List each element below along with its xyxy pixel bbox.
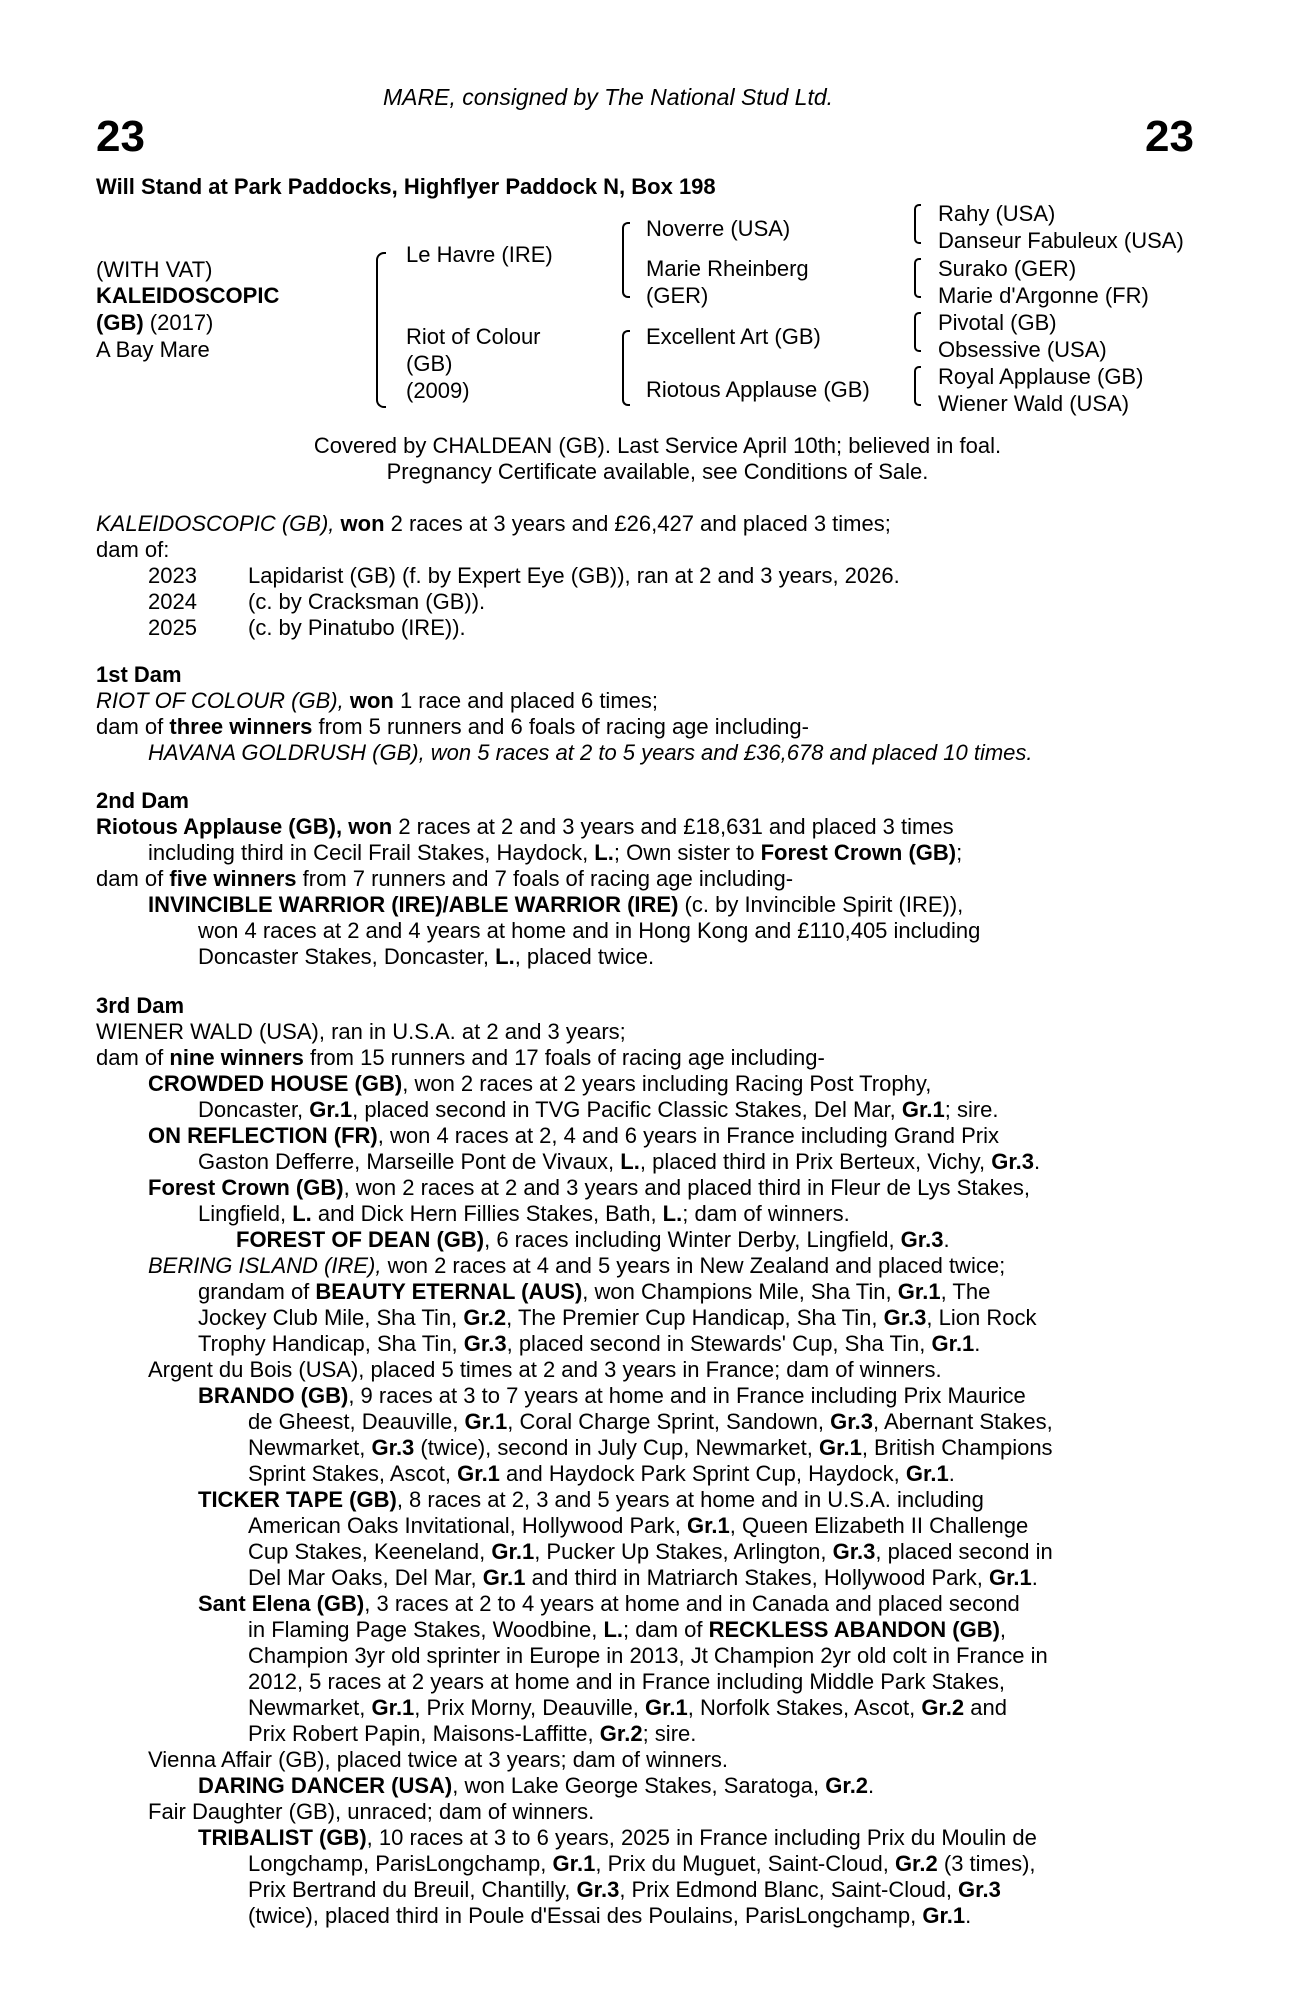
pedigree-gen3-5: Pivotal (GB) xyxy=(938,310,1057,335)
pedigree-brace-sire xyxy=(622,222,630,298)
pedigree-sire: Le Havre (IRE) xyxy=(406,242,553,267)
dam2-line4: INVINCIBLE WARRIOR (IRE)/ABLE WARRIOR (IRE) (c. by Invincible Spirit (IRE)), xyxy=(148,892,964,917)
pedigree-brace-ss xyxy=(914,204,921,244)
pedigree-sire-sire: Noverre (USA) xyxy=(646,216,791,241)
pedigree-gen3-6: Obsessive (USA) xyxy=(938,337,1107,362)
pedigree-gen3-3: Surako (GER) xyxy=(938,256,1077,281)
consignor-line: MARE, consigned by The National Stud Ltd. xyxy=(383,84,834,110)
pedigree-brace-dd xyxy=(914,366,921,406)
foal-text: (c. by Pinatubo (IRE)). xyxy=(248,615,466,640)
pedigree-brace-dam xyxy=(622,330,630,406)
dam3-line: dam of nine winners from 15 runners and 17 foals of racing age including- xyxy=(96,1045,825,1070)
stand-location: Will Stand at Park Paddocks, Highflyer Paddock N, Box 198 xyxy=(96,174,716,199)
lot-number-left: 23 xyxy=(96,112,145,161)
cover-line-2: Pregnancy Certificate available, see Conditions of Sale. xyxy=(386,459,929,484)
dam3-line: Gaston Defferre, Marseille Pont de Vivaux, L., placed third in Prix Berteux, Vichy, Gr.3. xyxy=(198,1149,1041,1174)
dam2-line6: Doncaster Stakes, Doncaster, L., placed twice. xyxy=(198,944,655,969)
pedigree-brace-gen1 xyxy=(376,252,386,408)
dam3-line: 2012, 5 races at 2 years at home and in France including Middle Park Stakes, xyxy=(248,1669,1005,1694)
dam1-line3: HAVANA GOLDRUSH (GB), won 5 races at 2 to 5 years and £36,678 and placed 10 times. xyxy=(148,740,1033,765)
dam3-line: Vienna Affair (GB), placed twice at 3 years; dam of winners. xyxy=(148,1747,729,1772)
dam1-heading: 1st Dam xyxy=(96,662,182,687)
dam3-line: TRIBALIST (GB), 10 races at 3 to 6 years, 2025 in France including Prix du Moulin de xyxy=(198,1825,1037,1850)
dam3-line: Prix Robert Papin, Maisons-Laffitte, Gr.2; sire. xyxy=(248,1721,697,1746)
dam3-line: Prix Bertrand du Breuil, Chantilly, Gr.3, Prix Edmond Blanc, Saint-Cloud, Gr.3 xyxy=(248,1877,1001,1902)
foal-year: 2024 xyxy=(148,589,197,614)
dam3-line: Sprint Stakes, Ascot, Gr.1 and Haydock Park Sprint Cup, Haydock, Gr.1. xyxy=(248,1461,955,1486)
pedigree-dam-line3: (2009) xyxy=(406,378,470,403)
pedigree-brace-sd xyxy=(914,258,921,298)
horse-name: KALEIDOSCOPIC xyxy=(96,283,280,308)
dam2-heading: 2nd Dam xyxy=(96,788,189,813)
dam3-line: Longchamp, ParisLongchamp, Gr.1, Prix du Muguet, Saint-Cloud, Gr.2 (3 times), xyxy=(248,1851,1036,1876)
pedigree-dam-line1: Riot of Colour xyxy=(406,324,541,349)
dam3-heading: 3rd Dam xyxy=(96,993,185,1018)
dam3-line: Jockey Club Mile, Sha Tin, Gr.2, The Premier Cup Handicap, Sha Tin, Gr.3, Lion Rock xyxy=(198,1305,1037,1330)
dam3-line: FOREST OF DEAN (GB), 6 races including Winter Derby, Lingfield, Gr.3. xyxy=(236,1227,950,1252)
dam3-line: BERING ISLAND (IRE), won 2 races at 4 and 5 years in New Zealand and placed twice; xyxy=(148,1253,1006,1278)
dam1-line2: dam of three winners from 5 runners and 6 foals of racing age including- xyxy=(96,714,809,739)
dam3-line: Champion 3yr old sprinter in Europe in 2013, Jt Champion 2yr old colt in France in xyxy=(248,1643,1048,1668)
dam3-line: American Oaks Invitational, Hollywood Park, Gr.1, Queen Elizabeth II Challenge xyxy=(248,1513,1029,1538)
dam2-line1: Riotous Applause (GB), won 2 races at 2 and 3 years and £18,631 and placed 3 times xyxy=(96,814,954,839)
dam3-line: WIENER WALD (USA), ran in U.S.A. at 2 and 3 years; xyxy=(96,1019,626,1044)
dam3-line: Sant Elena (GB), 3 races at 2 to 4 years at home and in Canada and placed second xyxy=(198,1591,1020,1616)
dam3-line: Argent du Bois (USA), placed 5 times at 2 and 3 years in France; dam of winners. xyxy=(148,1357,942,1382)
pedigree-brace-ds xyxy=(914,312,921,352)
record-line: KALEIDOSCOPIC (GB), won 2 races at 3 years and £26,427 and placed 3 times; xyxy=(96,511,891,536)
pedigree-gen3-4: Marie d'Argonne (FR) xyxy=(938,283,1149,308)
foal-text: Lapidarist (GB) (f. by Expert Eye (GB)), ran at 2 and 3 years, 2026. xyxy=(248,563,900,588)
dam3-line: Del Mar Oaks, Del Mar, Gr.1 and third in Matriarch Stakes, Hollywood Park, Gr.1. xyxy=(248,1565,1038,1590)
pedigree-dam-dam: Riotous Applause (GB) xyxy=(646,377,870,402)
dam3-line: in Flaming Page Stakes, Woodbine, L.; dam of RECKLESS ABANDON (GB), xyxy=(248,1617,1007,1642)
foal-year: 2025 xyxy=(148,615,197,640)
pedigree-sire-dam-line2: (GER) xyxy=(646,283,709,308)
dam3-line: ON REFLECTION (FR), won 4 races at 2, 4 and 6 years in France including Grand Prix xyxy=(148,1123,999,1148)
dam3-line: (twice), placed third in Poule d'Essai des Poulains, ParisLongchamp, Gr.1. xyxy=(248,1903,972,1928)
dam3-line: Forest Crown (GB), won 2 races at 2 and 3 years and placed third in Fleur de Lys Stakes, xyxy=(148,1175,1031,1200)
vat-note: (WITH VAT) xyxy=(96,257,213,282)
dam3-line: Doncaster, Gr.1, placed second in TVG Pacific Classic Stakes, Del Mar, Gr.1; sire. xyxy=(198,1097,999,1122)
dam3-line: CROWDED HOUSE (GB), won 2 races at 2 years including Racing Post Trophy, xyxy=(148,1071,932,1096)
dam3-line: de Gheest, Deauville, Gr.1, Coral Charge Sprint, Sandown, Gr.3, Abernant Stakes, xyxy=(248,1409,1053,1434)
foal-text: (c. by Cracksman (GB)). xyxy=(248,589,486,614)
foal-year: 2023 xyxy=(148,563,197,588)
dam3-line: BRANDO (GB), 9 races at 3 to 7 years at home and in France including Prix Maurice xyxy=(198,1383,1026,1408)
record-dam-of: dam of: xyxy=(96,537,170,562)
dam1-line1: RIOT OF COLOUR (GB), won 1 race and placed 6 times; xyxy=(96,688,658,713)
pedigree-gen3-1: Rahy (USA) xyxy=(938,201,1056,226)
dam3-line: TICKER TAPE (GB), 8 races at 2, 3 and 5 years at home and in U.S.A. including xyxy=(198,1487,984,1512)
pedigree-dam-line2: (GB) xyxy=(406,351,453,376)
dam3-line: Newmarket, Gr.3 (twice), second in July Cup, Newmarket, Gr.1, British Champions xyxy=(248,1435,1053,1460)
pedigree-gen3-2: Danseur Fabuleux (USA) xyxy=(938,228,1184,253)
dam3-line: grandam of BEAUTY ETERNAL (AUS), won Champions Mile, Sha Tin, Gr.1, The xyxy=(198,1279,991,1304)
horse-desc: A Bay Mare xyxy=(96,337,210,362)
pedigree-gen3-7: Royal Applause (GB) xyxy=(938,364,1144,389)
cover-line-1: Covered by CHALDEAN (GB). Last Service April 10th; believed in foal. xyxy=(313,433,1002,458)
dam2-line5: won 4 races at 2 and 4 years at home and in Hong Kong and £110,405 including xyxy=(198,918,981,943)
dam2-line2: including third in Cecil Frail Stakes, Haydock, L.; Own sister to Forest Crown (GB); xyxy=(148,840,963,865)
pedigree-sire-dam-line1: Marie Rheinberg xyxy=(646,256,809,281)
dam3-line: Lingfield, L. and Dick Hern Fillies Stakes, Bath, L.; dam of winners. xyxy=(198,1201,850,1226)
pedigree-dam-sire: Excellent Art (GB) xyxy=(646,324,821,349)
dam3-line: Cup Stakes, Keeneland, Gr.1, Pucker Up Stakes, Arlington, Gr.3, placed second in xyxy=(248,1539,1053,1564)
dam3-line: Trophy Handicap, Sha Tin, Gr.3, placed second in Stewards' Cup, Sha Tin, Gr.1. xyxy=(198,1331,981,1356)
dam3-line: DARING DANCER (USA), won Lake George Stakes, Saratoga, Gr.2. xyxy=(198,1773,875,1798)
dam3-line: Newmarket, Gr.1, Prix Morny, Deauville, Gr.1, Norfolk Stakes, Ascot, Gr.2 and xyxy=(248,1695,1007,1720)
dam2-line3: dam of five winners from 7 runners and 7 foals of racing age including- xyxy=(96,866,794,891)
pedigree-gen3-8: Wiener Wald (USA) xyxy=(938,391,1130,416)
lot-number-right: 23 xyxy=(1145,112,1194,161)
horse-origin-year: (GB) (2017) xyxy=(96,310,214,335)
dam3-line: Fair Daughter (GB), unraced; dam of winners. xyxy=(148,1799,595,1824)
